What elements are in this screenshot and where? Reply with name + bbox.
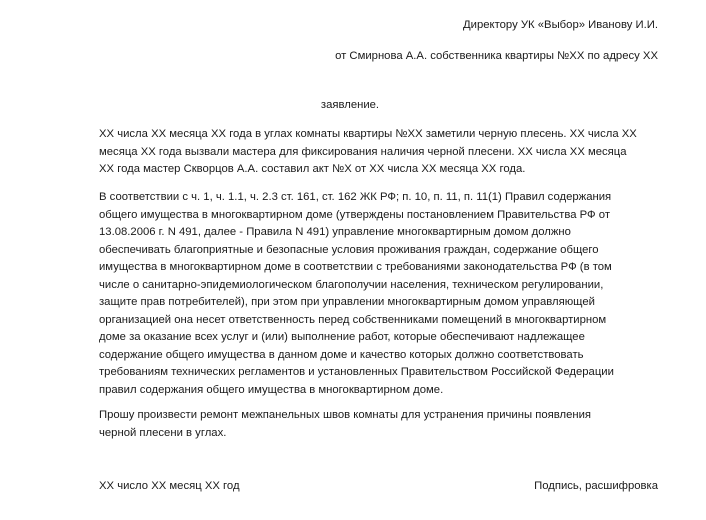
paragraph-incident <box>99 126 679 179</box>
paragraph-line: ХХ года мастер Скворцов А.А. составил акт №Х от ХХ числа ХХ месяца ХХ года. <box>99 163 526 175</box>
paragraph-line: обеспечивать благоприятные и безопасные условия проживания граждан, содержание общего <box>99 243 599 256</box>
paragraph-line: 13.08.2006 г. N 491, далее - Правила N 491) управление многоквартирным домом должно <box>99 226 571 238</box>
paragraph-line: защите прав потребителей), при этом при управлении многоквартирным домом управляющей <box>99 296 595 308</box>
sender-line: от Смирнова А.А. собственника квартиры №ХХ по адресу ХХ <box>335 50 658 62</box>
paragraph-legal-basis <box>99 189 679 399</box>
paragraph-line: правил содержания общего имущества в многоквартирном доме. <box>99 383 444 396</box>
paragraph-line: имущества в многоквартирном доме в соответствии с требованиями законодательства РФ (в том <box>99 261 612 273</box>
paragraph-line: месяца ХХ года вызвали мастера для фиксирования наличия черной плесени. ХХ числа ХХ месяца <box>99 145 627 158</box>
paragraph-line: числе о санитарно-эпидемиологическом благополучии населения, техническом регулировании, <box>99 278 604 291</box>
paragraph-line: требованиям технических регламентов и установленных Правительством Российской Федерации <box>99 366 614 378</box>
signature-placeholder: Подпись, расшифровка <box>534 480 658 492</box>
paragraph-line: доме за оказание всех услуг и (или) выполнение работ, которые обеспечивают надлежащее <box>99 331 585 343</box>
paragraph-line: В соответствии с ч. 1, ч. 1.1, ч. 2.3 ст. 161, ст. 162 ЖК РФ; п. 10, п. 11, п. 11(1) Правил содержания <box>99 191 612 203</box>
date-placeholder: ХХ число ХХ месяц ХХ год <box>99 480 240 492</box>
paragraph-line: организацией она несет ответственность перед собственниками помещений в многоквартирном <box>99 313 607 326</box>
paragraph-line: Прошу произвести ремонт межпанельных швов комнаты для устранения причины появления <box>99 409 592 421</box>
document-title: заявление. <box>320 99 380 111</box>
paragraph-line: общего имущества в многоквартирном доме (утверждены постановлением Правительства РФ от <box>99 208 610 221</box>
addressee-line: Директору УК «Выбор» Иванову И.И. <box>462 19 658 31</box>
paragraph-line: содержание общего имущества в данном доме и качество которых должно соответствовать <box>99 348 584 361</box>
paragraph-line: ХХ числа ХХ месяца ХХ года в углах комнаты квартиры №ХХ заметили черную плесень. ХХ числа ХХ <box>99 128 637 140</box>
paragraph-line: черной плесени в углах. <box>99 426 227 439</box>
paragraph-request <box>99 407 679 442</box>
